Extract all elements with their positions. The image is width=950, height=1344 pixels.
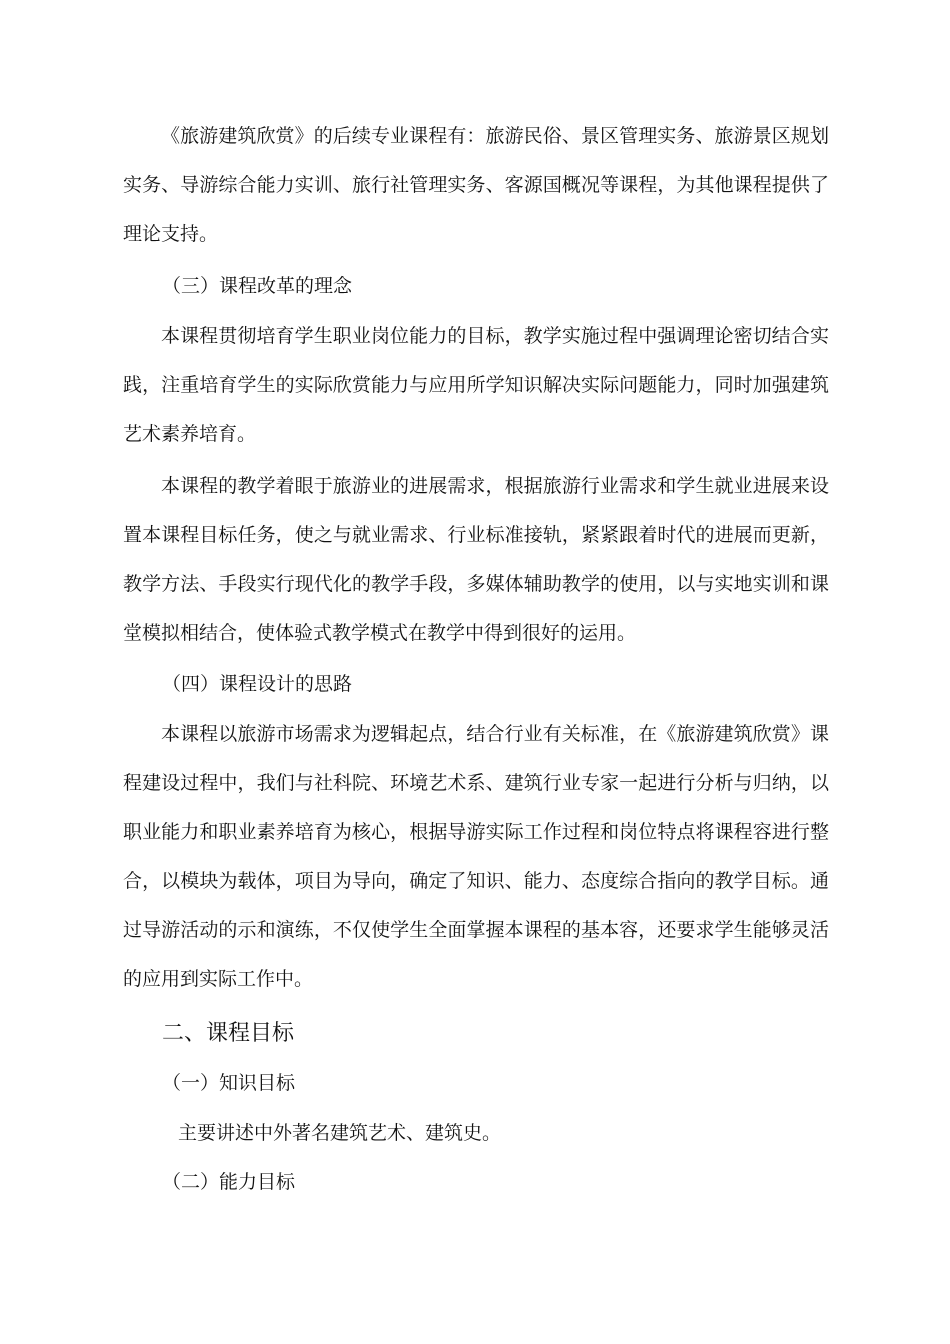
paragraph-teaching-focus: 本课程的教学着眼于旅游业的进展需求，根据旅游行业需求和学生就业进展来设置本课程目标任务，使之与就业需求、行业标准接轨，紧紧跟着时代的进展而更新，教学方法、手段实行现代化的教学手段，多媒体辅助教学的使用，以与实地实训和课堂模拟相结合，使体验式教学模式在教学中得到很好的运用。	[123, 475, 829, 644]
paragraph-reform-concept: 本课程贯彻培育学生职业岗位能力的目标，教学实施过程中强调理论密切结合实践，注重培育学生的实际欣赏能力与应用所学知识解决实际问题能力，同时加强建筑艺术素养培育。	[123, 325, 829, 445]
paragraph-design-approach: 本课程以旅游市场需求为逻辑起点，结合行业有关标准，在《旅游建筑欣赏》课程建设过程中，我们与社科院、环境艺术系、建筑行业专家一起进行分析与归纳，以职业能力和职业素养培育为核心，根据导游实际工作过程和岗位特点将课程容进行整合，以模块为载体，项目为导向，确定了知识、能力、态度综合指向的教学目标。通过导游活动的示和演练，不仅使学生全面掌握本课程的基本容，还要求学生能够灵活的应用到实际工作中。	[123, 723, 829, 990]
paragraph-knowledge-goals: 主要讲述中外著名建筑艺术、建筑史。	[178, 1122, 502, 1144]
section-heading-reform-concept: （三）课程改革的理念	[162, 275, 353, 297]
chapter-heading-course-goals: 二、课程目标	[162, 1021, 295, 1046]
section-heading-design-approach: （四）课程设计的思路	[162, 673, 353, 695]
paragraph-follow-up-courses: 《旅游建筑欣赏》的后续专业课程有：旅游民俗、景区管理实务、旅游景区规划实务、导游综合能力实训、旅行社管理实务、客源国概况等课程，为其他课程提供了理论支持。	[123, 125, 829, 245]
section-heading-knowledge-goals: （一）知识目标	[162, 1072, 296, 1094]
section-heading-ability-goals: （二）能力目标	[162, 1171, 296, 1193]
